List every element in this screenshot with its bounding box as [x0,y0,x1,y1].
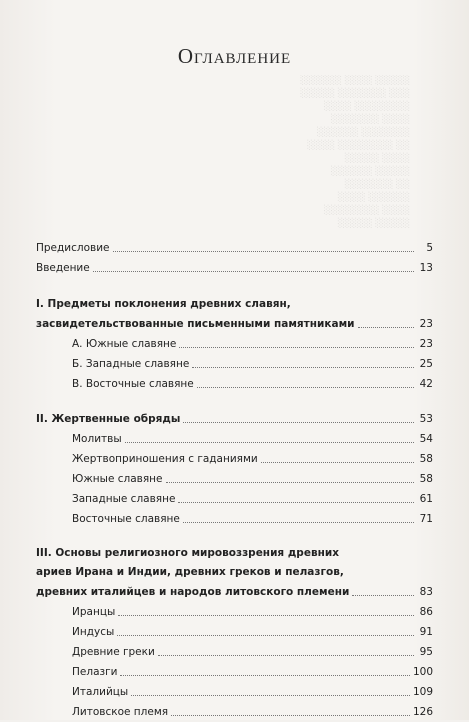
toc-entry[interactable] [36,702,433,722]
toc-entry[interactable] [36,258,433,278]
section-heading-page: 23 [419,318,433,330]
section-heading-line: ариев Ирана и Индии, древних греков и пелазгов, [36,566,344,578]
toc-entry-label: Южные славяне [72,473,163,485]
toc-entry-label: Восточные славяне [72,513,180,525]
toc-entry-label: Предисловие [36,242,110,254]
section-heading-line: I. Предметы поклонения древних славян, [36,298,291,310]
toc-entry-page: 58 [419,473,433,485]
toc-entry-label: Италийцы [72,686,129,698]
toc-entry[interactable] [36,682,433,702]
toc-entry[interactable] [36,509,433,529]
section-heading[interactable] [36,409,433,429]
toc-entry-label: Молитвы [72,433,122,445]
toc-section [36,295,433,394]
toc-entry[interactable] [36,489,433,509]
toc-section [36,409,433,529]
table-of-contents [36,238,433,722]
toc-entry[interactable] [36,354,433,374]
leader-dots [131,694,410,696]
leader-dots [261,461,414,463]
leader-dots [113,250,415,252]
toc-entry-page: 91 [419,626,433,638]
toc-entry[interactable] [36,469,433,489]
section-heading-page: 83 [419,586,433,598]
toc-entry-label: Древние греки [72,646,155,658]
section-heading-line: III. Основы религиозного мировоззрения древних [36,547,339,559]
toc-entry-page: 71 [419,513,433,525]
leader-dots [171,714,410,716]
leader-dots [120,674,410,676]
section-gap [36,394,433,409]
leader-dots [118,614,414,616]
toc-entry-page: 5 [426,242,433,254]
toc-entry-label: Индусы [72,626,115,638]
bleed-through-text: ░░░░░░ ░░░░ ░░░░░ ░░░░░ ░░░░░░░ ░░░ ░░░░ ░░░░░░░░ ░░░░░░░ ░░░░ ░░░░░░ ░░░░░░░ ░░░░ ░░░░░░░░ ░░ ░░░░░ ░░░░ ░░░░░░ ░░░░░ ░░░░░░░ ░░ ░░░░ ░░░░░░ ░░░░░░░░ ░░░░ ░░░░░ ░░░░░ [300,76,410,229]
toc-entry[interactable] [36,429,433,449]
section-heading-label: II. Жертвенные обряды [36,413,181,425]
toc-entry[interactable] [36,602,433,622]
toc-entry-label: Литовское племя [72,706,169,718]
toc-entry-page: 61 [419,493,433,505]
leader-dots [183,421,414,423]
section-heading-label: древних италийцев и народов литовского племени [36,586,350,598]
leader-dots [192,366,414,368]
toc-entry-label: В. Восточные славяне [72,378,194,390]
toc-section [36,544,433,722]
toc-entry-label: Пелазги [72,666,118,678]
leader-dots [183,521,414,523]
toc-entry-page: 126 [412,706,433,718]
leader-dots [125,441,414,443]
toc-entry-label: Иранцы [72,606,116,618]
toc-entry-page: 42 [419,378,433,390]
toc-entry-page: 23 [419,338,433,350]
toc-entry-page: 95 [419,646,433,658]
toc-entry-page: 13 [419,262,433,274]
toc-entry-label: А. Южные славяне [72,338,177,350]
toc-entry-label: Б. Западные славяне [72,358,190,370]
section-heading[interactable] [36,582,433,602]
section-gap [36,278,433,295]
toc-entry[interactable] [36,334,433,354]
toc-section [36,238,433,278]
section-heading-page: 53 [419,413,433,425]
page-title: Оглавление [177,44,292,68]
section-heading-label: засвидетельствованные письменными памятниками [36,318,355,330]
leader-dots [358,326,414,328]
toc-entry-label: Жертвоприношения с гаданиями [72,453,258,465]
toc-entry-page: 86 [419,606,433,618]
leader-dots [93,270,414,272]
toc-entry-page: 58 [419,453,433,465]
toc-entry-page: 25 [419,358,433,370]
toc-entry[interactable] [36,449,433,469]
leader-dots [117,634,414,636]
toc-entry[interactable] [36,622,433,642]
section-gap [36,529,433,544]
leader-dots [166,481,415,483]
toc-entry-page: 109 [412,686,433,698]
leader-dots [197,386,414,388]
toc-entry[interactable] [36,662,433,682]
leader-dots [179,346,414,348]
toc-entry[interactable] [36,642,433,662]
toc-entry-label: Введение [36,262,90,274]
toc-entry[interactable] [36,374,433,394]
toc-entry-page: 54 [419,433,433,445]
toc-entry[interactable] [36,238,433,258]
leader-dots [178,501,414,503]
leader-dots [158,654,414,656]
section-heading[interactable] [36,314,433,334]
leader-dots [352,594,414,596]
toc-entry-label: Западные славяне [72,493,176,505]
toc-entry-page: 100 [412,666,433,678]
